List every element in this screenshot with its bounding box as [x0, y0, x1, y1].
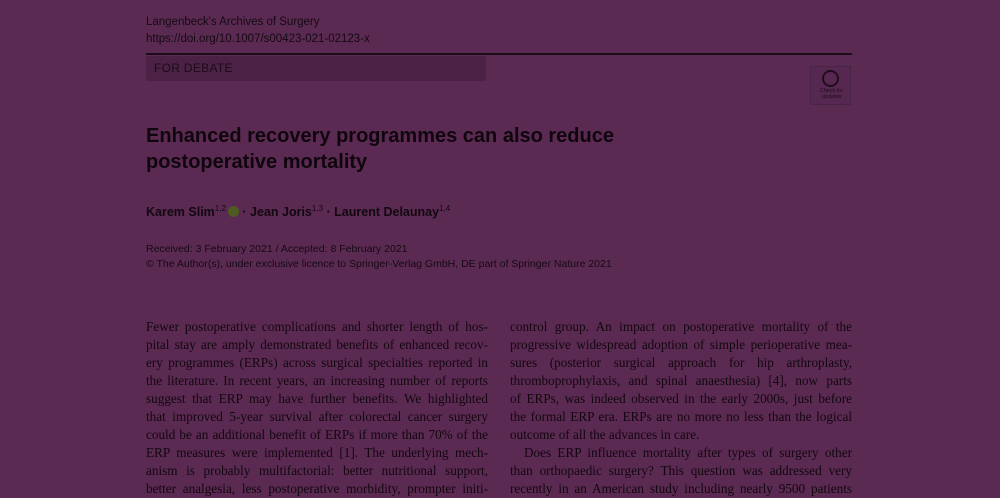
body-line: better analgesia, less postoperative morbidity, prompter initi- [146, 481, 488, 496]
body-line: the literature. In recent years, an increasing number of reports [146, 373, 488, 388]
body-line: ery programmes (ERPs) across surgical specialties reported in [146, 355, 488, 370]
body-line: thromboprophylaxis, and spinal anaesthesia) [4], now parts [510, 373, 852, 388]
header-rule [146, 53, 852, 55]
author-name[interactable]: Karem Slim [146, 205, 215, 220]
author-affiliation: 1,3 [311, 204, 324, 213]
doi-link[interactable]: https://doi.org/10.1007/s00423-021-02123-x [146, 33, 370, 45]
author-separator: · [242, 205, 247, 220]
author-affiliation: 1,2 [214, 204, 226, 213]
body-line: sures (posterior surgical approach for hip arthroplasty, [510, 355, 852, 370]
journal-name[interactable]: Langenbeck's Archives of Surgery [146, 16, 320, 28]
author-name[interactable]: Laurent Delaunay [334, 205, 440, 220]
body-line: anism is probably multifactorial: better nutritional support, [146, 463, 488, 478]
author-name[interactable]: Jean Joris [250, 205, 312, 220]
body-line: than orthopaedic surgery? This question was addressed very [510, 463, 852, 478]
body-line: Fewer postoperative complications and shorter length of hos- [146, 319, 488, 334]
body-column-left [146, 318, 488, 498]
body-line: Does ERP influence mortality after types of surgery other [524, 445, 852, 460]
article-title: Enhanced recovery programmes can also reduce postoperative mortality [146, 125, 614, 173]
body-line: that improved 5-year survival after colorectal cancer surgery [146, 409, 488, 424]
author-list [146, 200, 450, 221]
body-line: outcome of all the advances in care. [510, 427, 700, 442]
body-line: of ERPs, was indeed observed in the early 2000s, just before [510, 391, 852, 406]
section-label: FOR DEBATE [154, 61, 233, 75]
body-line: ERP measures were implemented [1]. The underlying mech- [146, 445, 488, 460]
journal-header [146, 14, 370, 48]
copyright-line: © The Author(s), under exclusive licence to Springer-Verlag GmbH, DE part of Springer Nature 2021 [146, 258, 612, 270]
check-for-updates-badge[interactable] [810, 66, 851, 105]
body-column-right [510, 318, 852, 498]
body-line: progressive widespread adoption of simple perioperative mea- [510, 337, 852, 352]
author-affiliation: 1,4 [439, 204, 451, 213]
body-line: pital stay are amply demonstrated benefits of enhanced recov- [146, 337, 488, 352]
body-line: control group. An impact on postoperative mortality of the [510, 319, 852, 334]
orcid-icon[interactable] [228, 206, 239, 217]
publication-info [146, 242, 612, 272]
body-line: recently in an American study including nearly 9500 patients [510, 481, 852, 496]
section-label-bar [146, 56, 486, 81]
check-for-updates-label: Check for updates [819, 88, 844, 100]
author-separator: · [326, 205, 331, 220]
check-for-updates-icon [822, 70, 839, 87]
received-accepted-dates: Received: 3 February 2021 / Accepted: 8 February 2021 [146, 243, 408, 255]
body-line: could be an additional benefit of ERPs if more than 70% of the [146, 427, 488, 442]
body-line: suggest that ERP may have further benefits. We highlighted [146, 391, 488, 406]
body-line: the formal ERP era. ERPs are no more no less than the logical [510, 409, 852, 424]
